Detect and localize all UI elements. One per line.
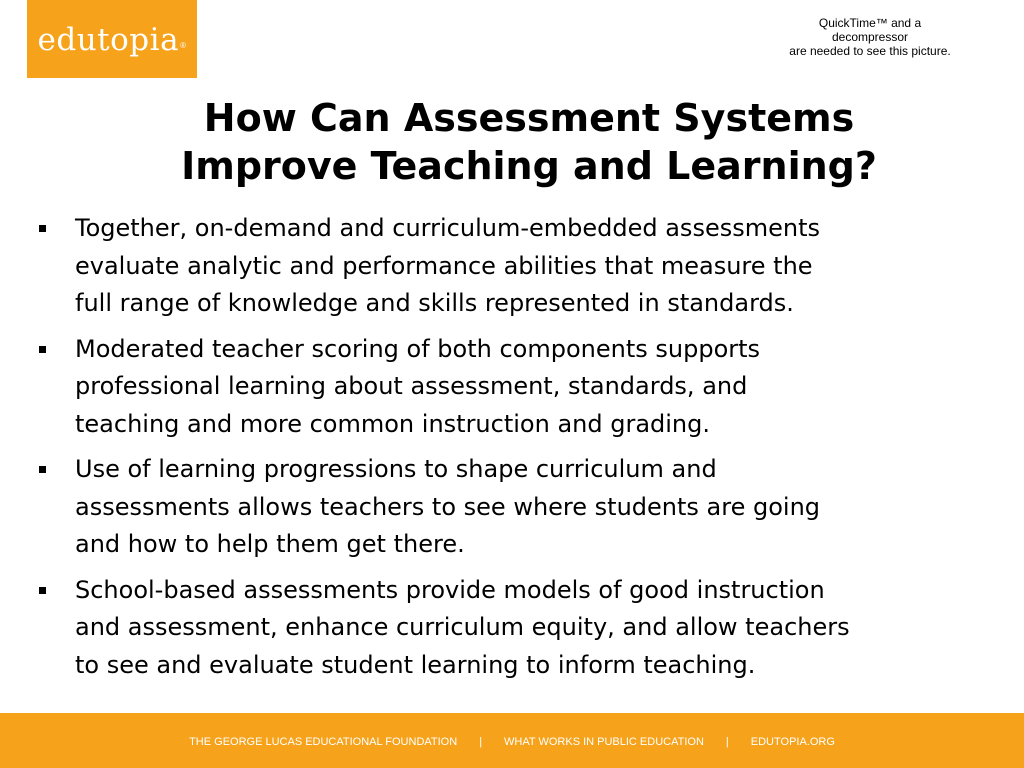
bullet-text-line: to see and evaluate student learning to inform teaching. bbox=[75, 650, 756, 679]
square-bullet-icon bbox=[39, 587, 46, 594]
quicktime-line: are needed to see this picture. bbox=[789, 44, 951, 58]
bullet-text-line: full range of knowledge and skills represented in standards. bbox=[75, 289, 794, 317]
bullet-text-line: Use of learning progressions to shape curriculum and bbox=[75, 455, 717, 483]
bullet-text-line: and assessment, enhance curriculum equity, and allow teachers bbox=[75, 613, 850, 641]
quicktime-placeholder bbox=[745, 16, 995, 58]
edutopia-logo bbox=[27, 0, 197, 78]
footer-bar bbox=[0, 713, 1024, 768]
bullet-list bbox=[32, 210, 1007, 692]
bullet-text-line: and how to help them get there. bbox=[75, 530, 465, 558]
quicktime-line: QuickTime™ and a bbox=[818, 16, 922, 30]
square-bullet-icon bbox=[39, 466, 46, 473]
bullet-text-line: assessments allows teachers to see where students are going bbox=[75, 492, 821, 521]
title-line: How Can Assessment Systems bbox=[203, 96, 855, 140]
footer-separator: | bbox=[479, 736, 483, 748]
quicktime-line: decompressor bbox=[831, 30, 909, 44]
footer-text bbox=[0, 736, 1024, 749]
bullet-text-line: School-based assessments provide models of good instruction bbox=[75, 575, 825, 604]
square-bullet-icon bbox=[39, 225, 46, 232]
footer-foundation-label: THE GEORGE LUCAS EDUCATIONAL FOUNDATION bbox=[189, 736, 458, 748]
bullet-text-line: evaluate analytic and performance abilities that measure the bbox=[75, 251, 813, 280]
slide-title bbox=[0, 94, 1024, 190]
footer-tagline: WHAT WORKS IN PUBLIC EDUCATION bbox=[504, 736, 704, 748]
registered-mark: ® bbox=[180, 40, 187, 50]
bullet-item bbox=[32, 331, 1007, 444]
bullet-text-line: Together, on-demand and curriculum-embedded assessments bbox=[75, 214, 820, 242]
bullet-item bbox=[32, 451, 1007, 564]
title-line: Improve Teaching and Learning? bbox=[181, 144, 877, 188]
bullet-text-line: professional learning about assessment, standards, and bbox=[75, 372, 748, 400]
bullet-item bbox=[32, 572, 1007, 685]
logo-wordmark bbox=[37, 21, 187, 58]
footer-separator: | bbox=[725, 736, 729, 748]
bullet-item bbox=[32, 210, 1007, 323]
square-bullet-icon bbox=[39, 346, 46, 353]
logo-text: edutopia bbox=[37, 21, 180, 58]
footer-website: EDUTOPIA.ORG bbox=[750, 736, 835, 748]
bullet-text-line: Moderated teacher scoring of both components supports bbox=[75, 334, 761, 363]
bullet-text-line: teaching and more common instruction and grading. bbox=[75, 409, 711, 438]
